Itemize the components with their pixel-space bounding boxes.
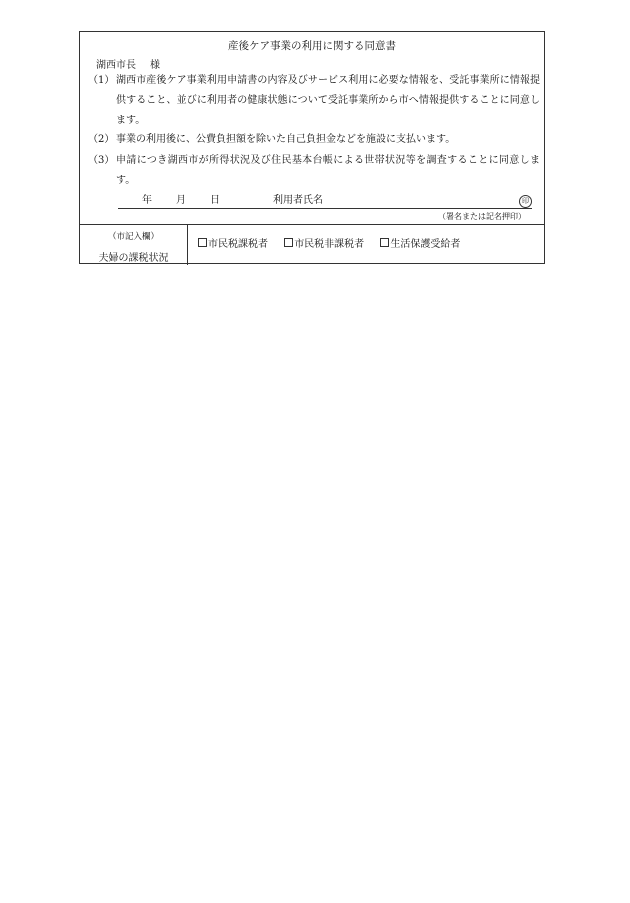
clause-3 <box>88 151 540 191</box>
signature-note: （署名または記名押印） <box>438 212 526 221</box>
clause-number: （2） <box>88 134 115 145</box>
year-label: 年 <box>142 195 152 206</box>
month-label: 月 <box>176 195 186 206</box>
clause-text: 湖西市産後ケア事業利用申請書の内容及びサービス利用に必要な情報を、受託事業所に情報提供すること、並びに利用者の健康状態について受託事業所から市へ情報提供することに同意します。 <box>116 75 540 126</box>
checkbox-icon[interactable] <box>198 238 207 247</box>
form-title: 産後ケア事業の利用に関する同意書 <box>228 40 396 52</box>
checkbox-icon[interactable] <box>284 238 293 247</box>
office-use-label: （市記入欄） <box>107 232 159 242</box>
tax-option-taxed[interactable] <box>198 238 268 251</box>
tax-status-label-cell <box>80 225 188 265</box>
applicant-name-label: 利用者氏名 <box>273 195 323 206</box>
addressee-name: 湖西市長 <box>96 60 136 71</box>
option-label: 生活保護受給者 <box>390 239 461 250</box>
tax-status-section <box>80 224 544 265</box>
clause-2 <box>88 130 540 150</box>
tax-status-options <box>198 238 473 251</box>
addressee-honorific: 様 <box>150 60 160 71</box>
tax-status-label: 夫婦の課税状況 <box>98 253 169 264</box>
clause-number: （3） <box>88 155 115 166</box>
clause-text: 事業の利用後に、公費負担額を除いた自己負担金などを施設に支払います。 <box>116 134 456 145</box>
checkbox-icon[interactable] <box>380 238 389 247</box>
day-label: 日 <box>210 195 220 206</box>
option-label: 市民税非課税者 <box>294 239 365 250</box>
clause-text: 申請につき湖西市が所得状況及び住民基本台帳による世帯状況等を調査することに同意します。 <box>116 155 540 186</box>
clause-number: （1） <box>88 75 115 86</box>
clause-1 <box>88 71 540 131</box>
signature-line[interactable] <box>118 195 532 209</box>
tax-option-non-taxed[interactable] <box>284 238 364 251</box>
consent-form <box>79 31 545 264</box>
tax-option-welfare[interactable] <box>380 238 460 251</box>
seal-icon: 印 <box>519 195 532 208</box>
option-label: 市民税課税者 <box>208 239 268 250</box>
